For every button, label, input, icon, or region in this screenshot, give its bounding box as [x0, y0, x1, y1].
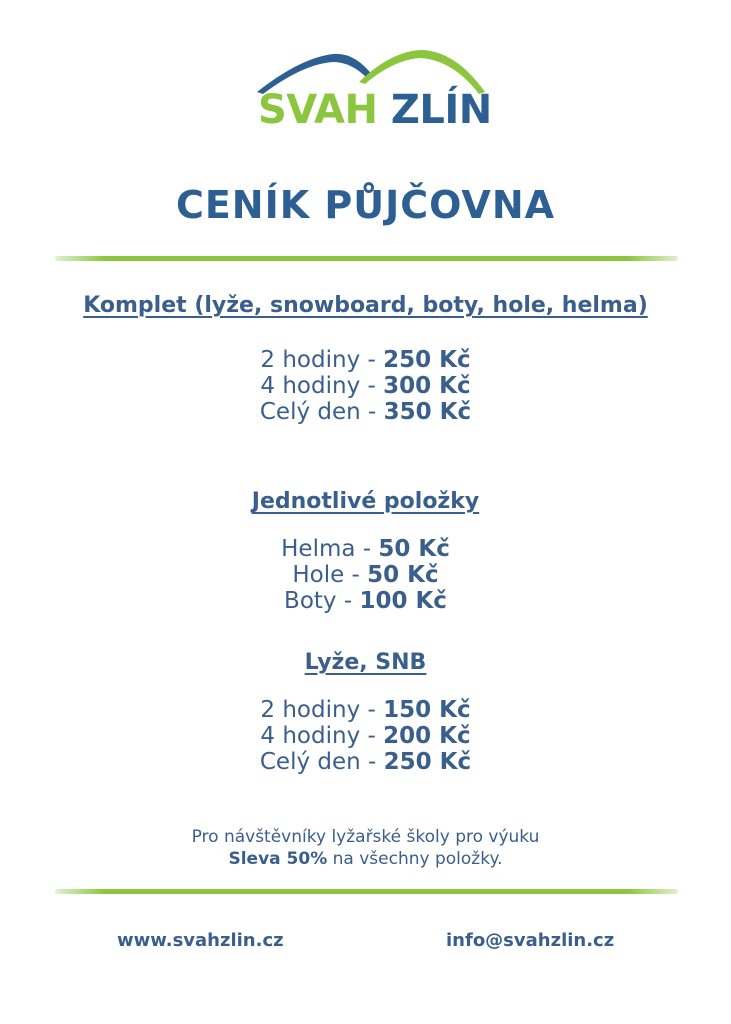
price-list-lyze	[0, 697, 731, 775]
price-row-value: 50 Kč	[378, 536, 450, 562]
section-heading-komplet	[0, 295, 731, 317]
price-row-label: Boty -	[284, 588, 360, 614]
price-row-label: Helma -	[281, 536, 379, 562]
price-row-label: 4 hodiny -	[260, 723, 384, 749]
price-row	[0, 749, 731, 775]
svah-zlin-logo	[255, 48, 492, 133]
price-row	[0, 399, 731, 425]
note-line-2	[0, 848, 731, 870]
section-heading-lyze-text: Lyže, SNB	[304, 650, 427, 675]
price-row-label: 4 hodiny -	[260, 373, 384, 399]
price-row-value: 150 Kč	[383, 697, 471, 723]
price-row-label: Hole -	[292, 562, 368, 588]
price-row	[0, 723, 731, 749]
price-row	[0, 588, 731, 614]
section-heading-komplet-text: Komplet (lyže, snowboard, boty, hole, helma)	[83, 293, 648, 318]
price-row-value: 350 Kč	[383, 399, 472, 425]
discount-label: Sleva 50%	[228, 849, 328, 869]
price-row	[0, 373, 731, 399]
school-discount-note	[0, 826, 731, 870]
logo-word-svah: SVAH	[258, 87, 378, 133]
email-link[interactable]: info@svahzlin.cz	[446, 930, 615, 951]
price-row-value: 100 Kč	[359, 588, 447, 614]
divider-top	[55, 256, 678, 261]
price-row-label: Celý den -	[259, 399, 384, 425]
price-list-jednotlive	[0, 536, 731, 614]
divider-bottom	[55, 889, 678, 894]
price-list-komplet	[0, 347, 731, 425]
price-row-value: 250 Kč	[383, 347, 471, 373]
note-line-1: Pro návštěvníky lyžařské školy pro výuku	[191, 827, 540, 847]
price-row-label: 2 hodiny -	[260, 347, 384, 373]
logo-word-zlin: ZLÍN	[390, 87, 492, 133]
price-row	[0, 536, 731, 562]
price-row	[0, 347, 731, 373]
logo-wordmark	[258, 87, 492, 133]
page-title: CENÍK PŮJČOVNA	[175, 183, 556, 227]
section-heading-jednotlive-text: Jednotlivé položky	[251, 489, 480, 514]
price-row-value: 250 Kč	[383, 749, 472, 775]
section-heading-jednotlive	[0, 491, 731, 513]
price-row-label: 2 hodiny -	[260, 697, 384, 723]
price-row-value: 200 Kč	[383, 723, 471, 749]
note-line-2-rest: na všechny položky.	[327, 849, 503, 869]
price-row-label: Celý den -	[259, 749, 384, 775]
section-heading-lyze	[0, 652, 731, 674]
price-row-value: 300 Kč	[383, 373, 471, 399]
price-row-value: 50 Kč	[367, 562, 439, 588]
price-row	[0, 562, 731, 588]
price-row	[0, 697, 731, 723]
website-link[interactable]: www.svahzlin.cz	[117, 930, 284, 951]
